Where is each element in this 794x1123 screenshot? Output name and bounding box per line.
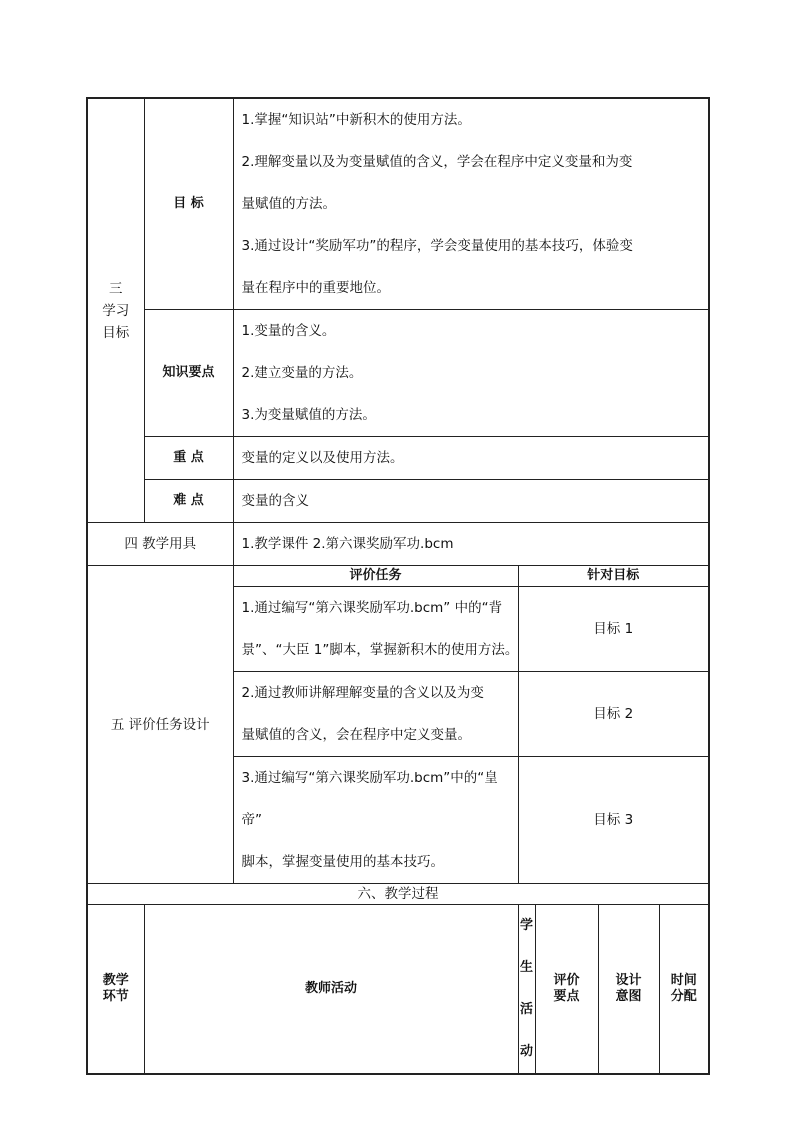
key-point-content: 变量的定义以及使用方法。 xyxy=(233,437,709,480)
col-intent-header xyxy=(598,905,659,1075)
target-cell: 目标 1 xyxy=(518,587,709,672)
knowledge-line: 3.为变量赋值的方法。 xyxy=(241,407,376,423)
section6-title: 六、教学过程 xyxy=(87,884,709,905)
col-eval-header-line1: 评价 xyxy=(553,973,580,988)
target-header: 针对目标 xyxy=(518,566,709,587)
eval-task-cell xyxy=(233,672,518,757)
section3-label-line3: 目标 xyxy=(102,324,130,341)
difficulty-content: 变量的含义 xyxy=(233,480,709,523)
knowledge-content xyxy=(233,310,709,437)
eval-task-line: 量赋值的含义，会在程序中定义变量。 xyxy=(241,727,471,743)
section3-label-line2: 学习 xyxy=(102,302,130,319)
goals-label: 目 标 xyxy=(144,98,233,310)
col-stage-header-line1: 教学 xyxy=(102,973,129,988)
col-time-header xyxy=(659,905,709,1075)
col-intent-header-line2: 意图 xyxy=(615,989,642,1004)
col-intent-header-line1: 设计 xyxy=(615,973,642,988)
goal-line: 1.掌握“知识站”中新积木的使用方法。 xyxy=(241,112,471,128)
eval-task-line: 1.通过编写“第六课奖励军功.bcm” 中的“背 xyxy=(241,600,503,616)
lesson-plan-table-wrapper xyxy=(86,97,708,1075)
target-cell: 目标 3 xyxy=(518,757,709,884)
eval-task-line: 2.通过教师讲解理解变量的含义以及为变 xyxy=(241,685,484,701)
section3-label-cell xyxy=(87,98,144,523)
difficulty-label: 难 点 xyxy=(144,480,233,523)
col-stage-header xyxy=(87,905,144,1075)
eval-task-cell xyxy=(233,757,518,884)
goal-line: 量赋值的方法。 xyxy=(241,196,336,212)
col-eval-header-line2: 要点 xyxy=(553,989,580,1004)
section4-label: 四 教学用具 xyxy=(87,523,233,566)
col-time-header-line1: 时间 xyxy=(670,973,697,988)
goal-line: 量在程序中的重要地位。 xyxy=(241,280,390,296)
col-eval-header xyxy=(535,905,598,1075)
goal-line: 3.通过设计“奖励军功”的程序，学会变量使用的基本技巧，体验变 xyxy=(241,238,633,254)
target-cell: 目标 2 xyxy=(518,672,709,757)
col-stage-header-line2: 环节 xyxy=(102,989,129,1004)
col-teacher-header: 教师活动 xyxy=(144,905,518,1075)
eval-task-line: 脚本，掌握变量使用的基本技巧。 xyxy=(241,854,444,870)
knowledge-line: 2.建立变量的方法。 xyxy=(241,365,363,381)
col-time-header-line2: 分配 xyxy=(670,989,697,1004)
goals-content xyxy=(233,98,709,310)
lesson-plan-table xyxy=(86,97,710,1075)
col-student-header: 学生活动 xyxy=(518,905,535,1075)
section4-content: 1.教学课件 2.第六课奖励军功.bcm xyxy=(233,523,709,566)
section5-label: 五 评价任务设计 xyxy=(87,566,233,884)
eval-task-line: 3.通过编写“第六课奖励军功.bcm”中的“皇帝” xyxy=(241,770,498,828)
knowledge-line: 1.变量的含义。 xyxy=(241,323,336,339)
eval-task-cell xyxy=(233,587,518,672)
eval-task-header: 评价任务 xyxy=(233,566,518,587)
eval-task-line: 景”、“大臣 1”脚本，掌握新积木的使用方法。 xyxy=(241,642,519,658)
section3-label-line1: 三 xyxy=(109,280,123,297)
goal-line: 2.理解变量以及为变量赋值的含义，学会在程序中定义变量和为变 xyxy=(241,154,633,170)
key-point-label: 重 点 xyxy=(144,437,233,480)
knowledge-label: 知识要点 xyxy=(144,310,233,437)
